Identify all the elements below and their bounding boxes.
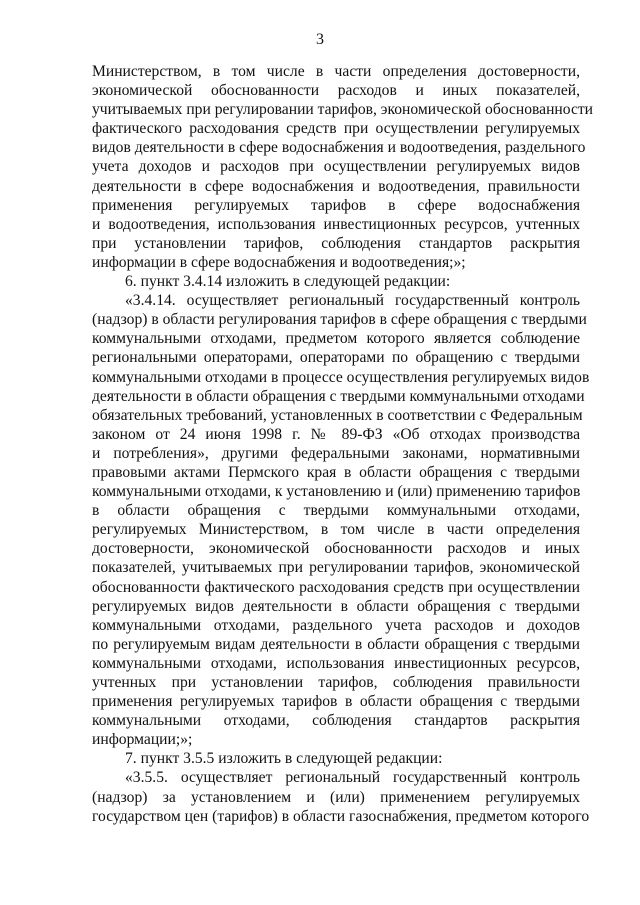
- text-line: «3.4.14. осуществляет региональный государственный контроль: [125, 292, 580, 310]
- paragraph: [92, 768, 590, 825]
- paragraph: [92, 62, 594, 272]
- text-line: при установлении тарифов, соблюдения стандартов раскрытия: [92, 234, 580, 252]
- page-number: 3: [316, 31, 324, 48]
- paragraph: [92, 749, 580, 768]
- text-line: применения регулируемых тарифов в области обращения с твердыми: [92, 693, 580, 711]
- text-line: государством цен (тарифов) в области газоснабжения, предметом которого: [92, 807, 590, 825]
- text-line: правовыми актами Пермского края в области обращения с твердыми: [92, 463, 580, 481]
- text-line: деятельности в области обращения с твердыми коммунальными отходами: [92, 387, 585, 405]
- text-line: учета доходов и расходов при осуществлении регулируемых видов: [92, 158, 580, 176]
- text-line: по регулируемым видам деятельности в области обращения с твердыми: [92, 635, 580, 653]
- paragraph: [92, 272, 580, 291]
- text-line: коммунальными отходами, к установлению и (или) применению тарифов: [92, 483, 581, 501]
- text-line: и водоотведения, использования инвестиционных ресурсов, учтенных: [92, 215, 580, 233]
- text-line: учитываемых при регулировании тарифов, экономической обоснованности: [92, 101, 594, 119]
- text-line: 7. пункт 3.5.5 изложить в следующей редакции:: [125, 750, 443, 768]
- text-line: экономической обоснованности расходов и иных показателей,: [92, 82, 580, 100]
- text-line: коммунальными отходами, соблюдения стандартов раскрытия: [92, 712, 580, 730]
- text-line: в области обращения с твердыми коммунальными отходами,: [92, 502, 580, 520]
- text-line: информации в сфере водоснабжения и водоотведения;»;: [92, 253, 466, 271]
- text-line: коммунальными отходами в процессе осуществления регулируемых видов: [92, 368, 590, 386]
- text-line: обоснованности фактического расходования средств при осуществлении: [92, 578, 580, 596]
- text-line: коммунальными отходами, предметом которого является соблюдение: [92, 330, 580, 348]
- text-line: обязательных требований, установленных в соответствии с Федеральным: [92, 406, 583, 424]
- text-line: регулируемых Министерством, в том числе в части определения: [92, 521, 580, 539]
- text-line: законом от 24 июня 1998 г. № 89-ФЗ «Об отходах производства: [92, 425, 580, 443]
- text-line: видов деятельности в сфере водоснабжения и водоотведения, раздельного: [92, 139, 586, 157]
- text-line: учтенных при установлении тарифов, соблюдения правильности: [92, 674, 580, 691]
- text-line: (надзор) за установлением и (или) применением регулируемых: [92, 788, 580, 806]
- text-line: деятельности в сфере водоснабжения и водоотведения, правильности: [92, 177, 580, 195]
- text-line: регулируемых видов деятельности в области обращения с твердыми: [92, 597, 580, 615]
- text-line: (надзор) в области регулирования тарифов в сфере обращения с твердыми: [92, 311, 587, 329]
- text-line: коммунальными отходами, раздельного учета расходов и доходов: [92, 616, 580, 634]
- text-line: фактического расходования средств при осуществлении регулируемых: [92, 120, 580, 138]
- text-line: коммунальными отходами, использования инвестиционных ресурсов,: [92, 654, 580, 672]
- paragraph: [92, 291, 590, 749]
- document-body: [92, 62, 594, 826]
- text-line: 6. пункт 3.4.14 изложить в следующей редакции:: [125, 273, 451, 291]
- text-line: и потребления», другими федеральными законами, нормативными: [92, 444, 580, 462]
- text-line: показателей, учитываемых при регулировании тарифов, экономической: [92, 559, 580, 577]
- text-line: применения регулируемых тарифов в сфере водоснабжения: [92, 196, 580, 214]
- text-line: достоверности, экономической обоснованности расходов и иных: [92, 540, 580, 558]
- text-line: информации;»;: [92, 731, 193, 749]
- text-line: региональными операторами, операторами по обращению с твердыми: [92, 349, 580, 367]
- text-line: Министерством, в том числе в части определения достоверности,: [92, 63, 580, 80]
- text-line: «3.5.5. осуществляет региональный государственный контроль: [125, 769, 580, 787]
